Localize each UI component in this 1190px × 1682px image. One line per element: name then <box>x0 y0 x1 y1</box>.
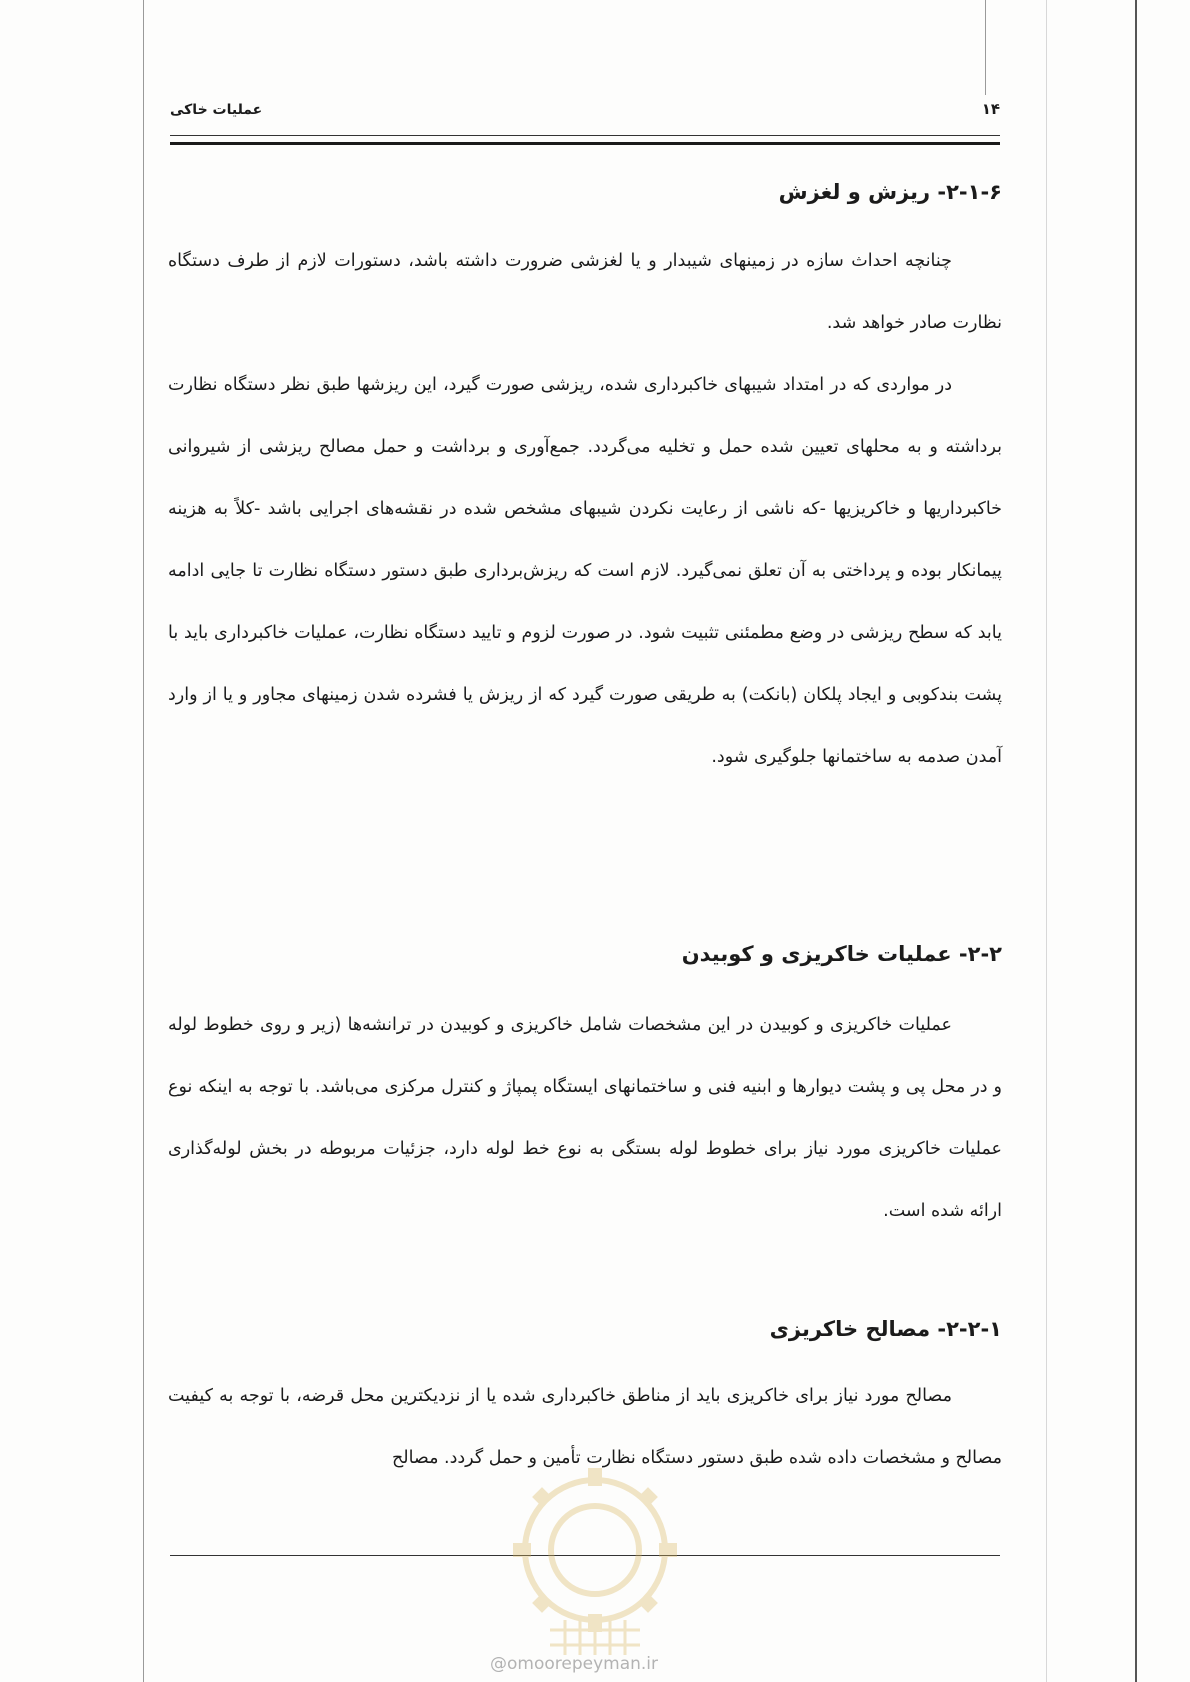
watermark-url: @omoorepeyman.ir <box>490 1654 659 1674</box>
running-title: عملیات خاکی <box>170 102 263 118</box>
paragraph: در مواردی که در امتداد شیبهای خاکبرداری شده، ریزشی صورت گیرد، این ریزشها طبق نظر دستگاه نظارت برداشته و به محلهای تعیین شده حمل و تخلیه می‌گردد. جمع‌آوری و برداشت و حمل مصالح ریزشی از شیروانی خاکبرداریها و خاکریزیها -که ناشی از رعایت نکردن شیبهای مشخص شده در نقشه‌های اجرایی باشد -کلاً به هزینه پیمانکار بوده و پرداختی به آن تعلق نمی‌گیرد. لازم است که ریزش‌برداری طبق دستور دستگاه نظارت تا جایی ادامه یابد که سطح ریزشی در وضع مطمئنی تثبیت شود. در صورت لزوم و تایید دستگاه نظارت، عملیات خاکبرداری باید با پشت بندکوبی و ایجاد پلکان (بانکت) به طریقی صورت گیرد که از ریزش یا فشرده شدن زمینهای مجاور و یا از وارد آمدن صدمه به ساختمانها جلوگیری شود. <box>168 375 1002 767</box>
section-body <box>168 994 1002 1242</box>
section-heading: ۲-۲-۱- مصالح خاکریزی <box>769 1317 1002 1341</box>
paragraph: مصالح مورد نیاز برای خاکریزی باید از مناطق خاکبرداری شده یا از نزدیکترین محل قرضه، با توجه به کیفیت مصالح و مشخصات داده شده طبق دستور دستگاه نظارت تأمین و حمل گردد. مصالح <box>168 1386 1002 1468</box>
paragraph: چنانچه احداث سازه در زمینهای شیبدار و یا لغزشی ضرورت داشته باشد، دستورات لازم از طرف دستگاه نظارت صادر خواهد شد. <box>168 251 1002 333</box>
page-number: ۱۴ <box>981 100 1000 118</box>
header-rule-thin <box>170 135 1000 136</box>
section-body <box>168 230 1002 788</box>
section-heading: ۲-۱-۶- ریزش و لغزش <box>778 180 1002 204</box>
scan-edge-right <box>1135 0 1137 1682</box>
scan-mark-right <box>1046 0 1047 1682</box>
scan-mark-inner <box>985 0 986 95</box>
section-heading: ۲-۲- عملیات خاکریزی و کوبیدن <box>681 942 1002 966</box>
paragraph: عملیات خاکریزی و کوبیدن در این مشخصات شامل خاکریزی و کوبیدن در ترانشه‌ها (زیر و روی خطوط لوله و در محل پی و پشت دیوارها و ابنیه فنی و ساختمانهای ایستگاه پمپاژ و کنترل مرکزی می‌باشد. با توجه به اینکه نوع عملیات خاکریزی مورد نیاز برای خطوط لوله بستگی به نوع خط لوله دارد، جزئیات مربوطه در بخش لوله‌گذاری ارائه شده است. <box>168 1015 1002 1221</box>
watermark-logo <box>480 1440 710 1670</box>
page-header <box>170 100 1000 130</box>
header-rule-thick <box>170 142 1000 145</box>
scan-edge-left <box>143 0 144 1682</box>
